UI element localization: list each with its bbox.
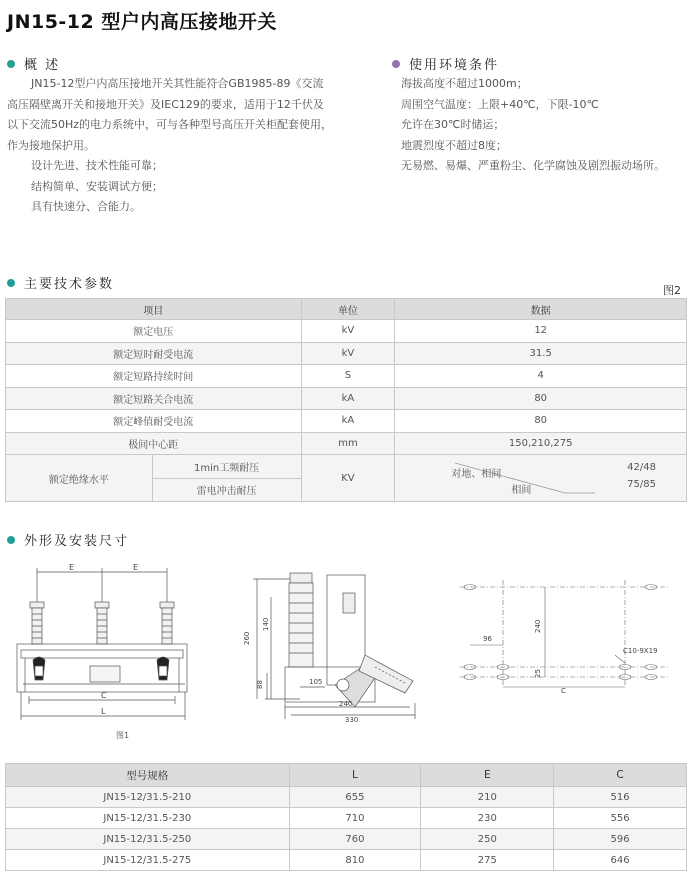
table-header-row: 型号规格 L E C (6, 764, 687, 787)
dim-260: 260 (243, 631, 251, 645)
dim-25: 25 (534, 669, 542, 678)
figure-1-label: 图1 (116, 731, 130, 740)
table-row: 额定短时耐受电流 kV 31.5 (6, 342, 687, 365)
table-row: 额定短路关合电流 kA 80 (6, 387, 687, 410)
bullet-icon (7, 536, 15, 544)
table-row-insulation: 额定绝缘水平 1min工频耐压 KV 对地、相间 相间 42/48 75/85 (6, 455, 687, 479)
table-row: JN15-12/31.5-275 810 275 646 (6, 850, 687, 871)
bullet-icon (7, 60, 15, 68)
dim-88: 88 (256, 680, 264, 689)
dim-L: L (101, 707, 106, 716)
bullet-icon (7, 279, 15, 287)
dim-C-b: C (561, 687, 566, 695)
overview-heading: 概 述 (7, 54, 60, 73)
dim-E1: E (69, 563, 75, 572)
table-row: 额定短路持续时间 S 4 (6, 365, 687, 388)
side-view-drawing (235, 567, 445, 727)
dim-E2: E (133, 563, 139, 572)
dim-105: 105 (309, 678, 323, 686)
table-row: JN15-12/31.5-250 760 250 596 (6, 829, 687, 850)
page-title: JN15-12 型户内高压接地开关 (7, 11, 277, 33)
overview-text: JN15-12型户内高压接地开关其性能符合GB1985-89《交流 高压隔壁离开关和接地开关》及IEC129的要求，适用于12千伏及 以下交流50Hz的电力系统中，可与各种型号高压开关柜配套使用， 作为接地保护用。 设计先进、技术性能可靠； 结构简单、安装调试方便； 具有快速分、合能力。 (7, 77, 333, 213)
dim-96: 96 (483, 635, 492, 643)
dim-240-b: 240 (534, 619, 542, 633)
table-row: JN15-12/31.5-230 710 230 556 (6, 808, 687, 829)
insulation-data-cell: 对地、相间 相间 42/48 75/85 (395, 455, 687, 502)
dim-C: C (101, 691, 107, 700)
bullet-icon (392, 60, 400, 68)
table-row: JN15-12/31.5-210 655 210 516 (6, 787, 687, 808)
environment-heading: 使用环境条件 (392, 54, 499, 73)
environment-text: 海拔高度不超过1000m； 周围空气温度：上限+40℃，下限-10℃ 允许在30℃时储运； 地震烈度不超过8度； 无易燃、易爆、严重粉尘、化学腐蚀及剧烈振动场所。 (401, 77, 665, 172)
dimensions-heading: 外形及安装尺寸 (7, 530, 129, 549)
mounting-holes-drawing (455, 575, 680, 700)
params-table (5, 298, 687, 502)
table-row-insulation-sub: 雷电冲击耐压 (6, 478, 687, 502)
dim-c10: C10-9X19 (623, 647, 658, 655)
table-row: 额定电压 kV 12 (6, 320, 687, 343)
table-header-row: 项目 单位 数据 (6, 299, 687, 320)
params-heading: 主要技术参数 (7, 273, 114, 292)
front-view-drawing (5, 562, 205, 732)
dim-330: 330 (345, 716, 359, 724)
table-row: 额定峰值耐受电流 kA 80 (6, 410, 687, 433)
dim-140: 140 (262, 617, 270, 631)
table-row: 极间中心距 mm 150,210,275 (6, 432, 687, 455)
dim-240: 240 (339, 700, 353, 708)
models-table (5, 763, 687, 871)
figure-2-label: 图2 (663, 284, 681, 297)
